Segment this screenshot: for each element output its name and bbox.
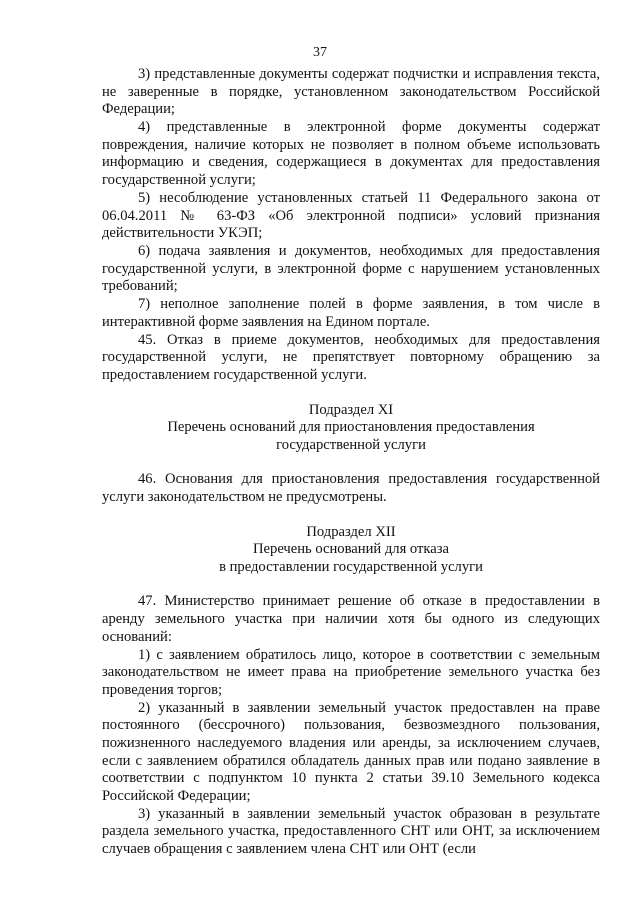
paragraph: 47. Министерство принимает решение об отказе в предоставлении в аренду земельного участка при наличии хотя бы одного из следующих оснований: [102,593,600,645]
paragraph: 3) представленные документы содержат подчистки и исправления текста, не заверенные в порядке, установленном законодательством Российской Федерации; [102,66,600,118]
page-number: 37 [313,45,327,60]
section-title: Перечень оснований для отказа [253,541,449,558]
paragraph: 4) представленные в электронной форме документы содержат повреждения, наличие которых не позволяет в полном объеме использовать информацию и сведения, содержащиеся в документах для предоставления государственной услуги; [102,119,600,188]
paragraph: 2) указанный в заявлении земельный участок предоставлен на праве постоянного (бессрочного) пользования, безвозмездного пользования, пожизненного наследуемого владения или аренды, за исключением случаев, если с заявлением обратился обладатель данных прав или подано заявление в соответствии с подпунктом 10 пункта 2 статьи 39.10 Земельного кодекса Российской Федерации; [102,699,600,804]
section-title: в предоставлении государственной услуги [219,558,483,575]
section-title: государственной услуги [276,436,426,453]
paragraph: 7) неполное заполнение полей в форме заявления, в том числе в интерактивной форме заявления на Едином портале. [102,296,600,330]
section-title: Перечень оснований для приостановления предоставления [167,419,535,436]
paragraph: 45. Отказ в приеме документов, необходимых для предоставления государственной услуги, не препятствует повторному обращению за предоставлением государственной услуги. [102,331,600,384]
section-label: Подраздел XI [308,401,394,418]
paragraph: 3) указанный в заявлении земельный участок образован в результате раздела земельного участка, предоставленного СНТ или ОНТ, за исключением случаев обращения с заявлением члена СНТ или ОНТ (если [102,805,600,857]
paragraph: 6) подача заявления и документов, необходимых для предоставления государственной услуги, в электронной форме с нарушением установленных требований; [102,243,600,295]
paragraph: 5) несоблюдение установленных статьей 11 Федерального закона от 06.04.2011 № 63-ФЗ «Об электронной подписи» условий признания действительности УКЭП; [102,189,600,242]
section-label: Подраздел XII [306,523,396,540]
section-heading-xii [102,524,600,577]
paragraph: 46. Основания для приостановления предоставления государственной услуги законодательством не предусмотрены. [102,471,600,506]
section-heading-xi [102,402,600,455]
document-body [102,66,600,858]
paragraph: 1) с заявлением обратилось лицо, которое в соответствии с земельным законодательством не имеет права на приобретение земельного участка без проведения торгов; [102,646,600,698]
